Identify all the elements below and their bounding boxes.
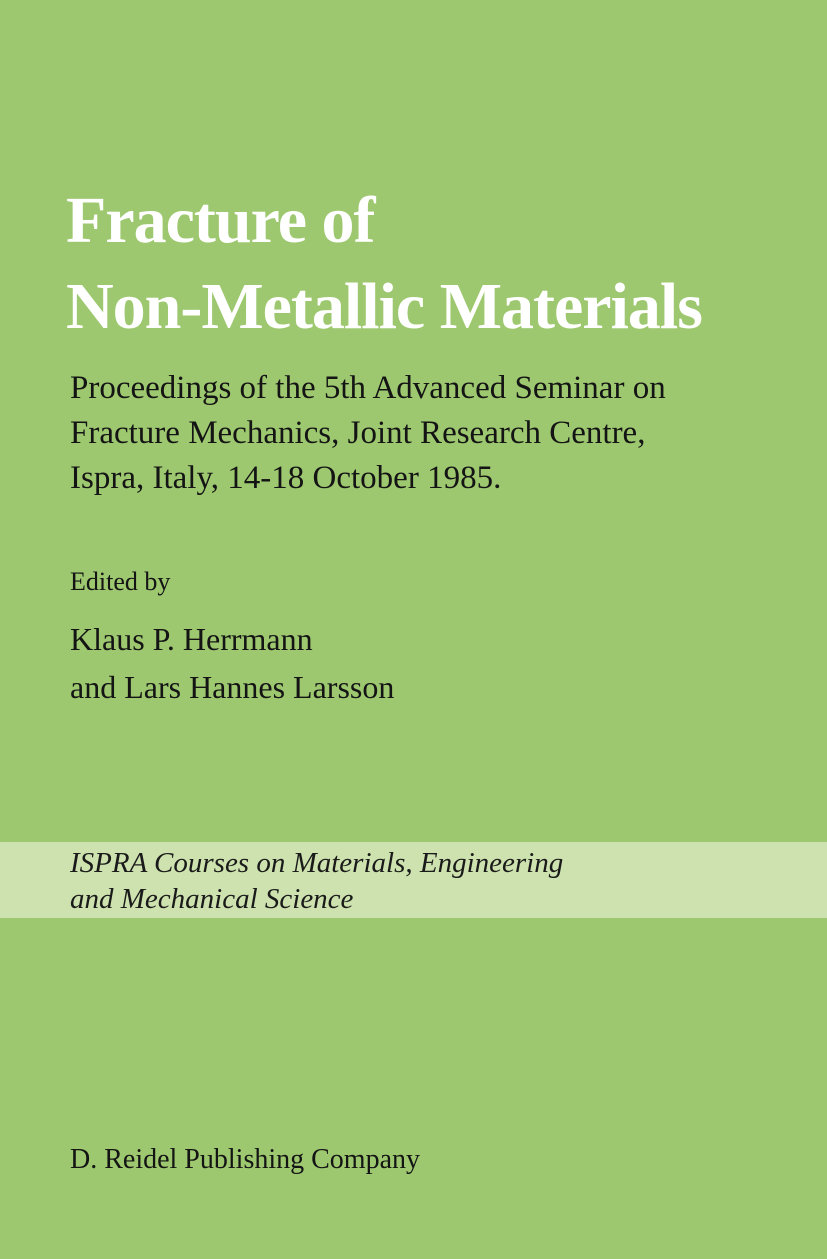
title-line-2: Non-Metallic Materials xyxy=(66,270,702,343)
subtitle-line-3: Ispra, Italy, 14-18 October 1985. xyxy=(70,460,502,496)
edited-by-label: Edited by xyxy=(70,567,171,596)
publisher-name: D. Reidel Publishing Company xyxy=(70,1144,420,1175)
editor-line-2: and Lars Hannes Larsson xyxy=(70,669,395,705)
series-title xyxy=(70,845,770,917)
subtitle-line-1: Proceedings of the 5th Advanced Seminar on xyxy=(70,370,666,406)
subtitle-line-2: Fracture Mechanics, Joint Research Centre, xyxy=(70,415,646,451)
book-title xyxy=(66,178,786,350)
title-line-1: Fracture of xyxy=(66,184,375,257)
editors xyxy=(70,615,770,711)
proceedings-subtitle xyxy=(70,366,770,501)
series-line-1: ISPRA Courses on Materials, Engineering xyxy=(70,847,564,879)
series-line-2: and Mechanical Science xyxy=(70,883,354,915)
editor-line-1: Klaus P. Herrmann xyxy=(70,621,313,657)
